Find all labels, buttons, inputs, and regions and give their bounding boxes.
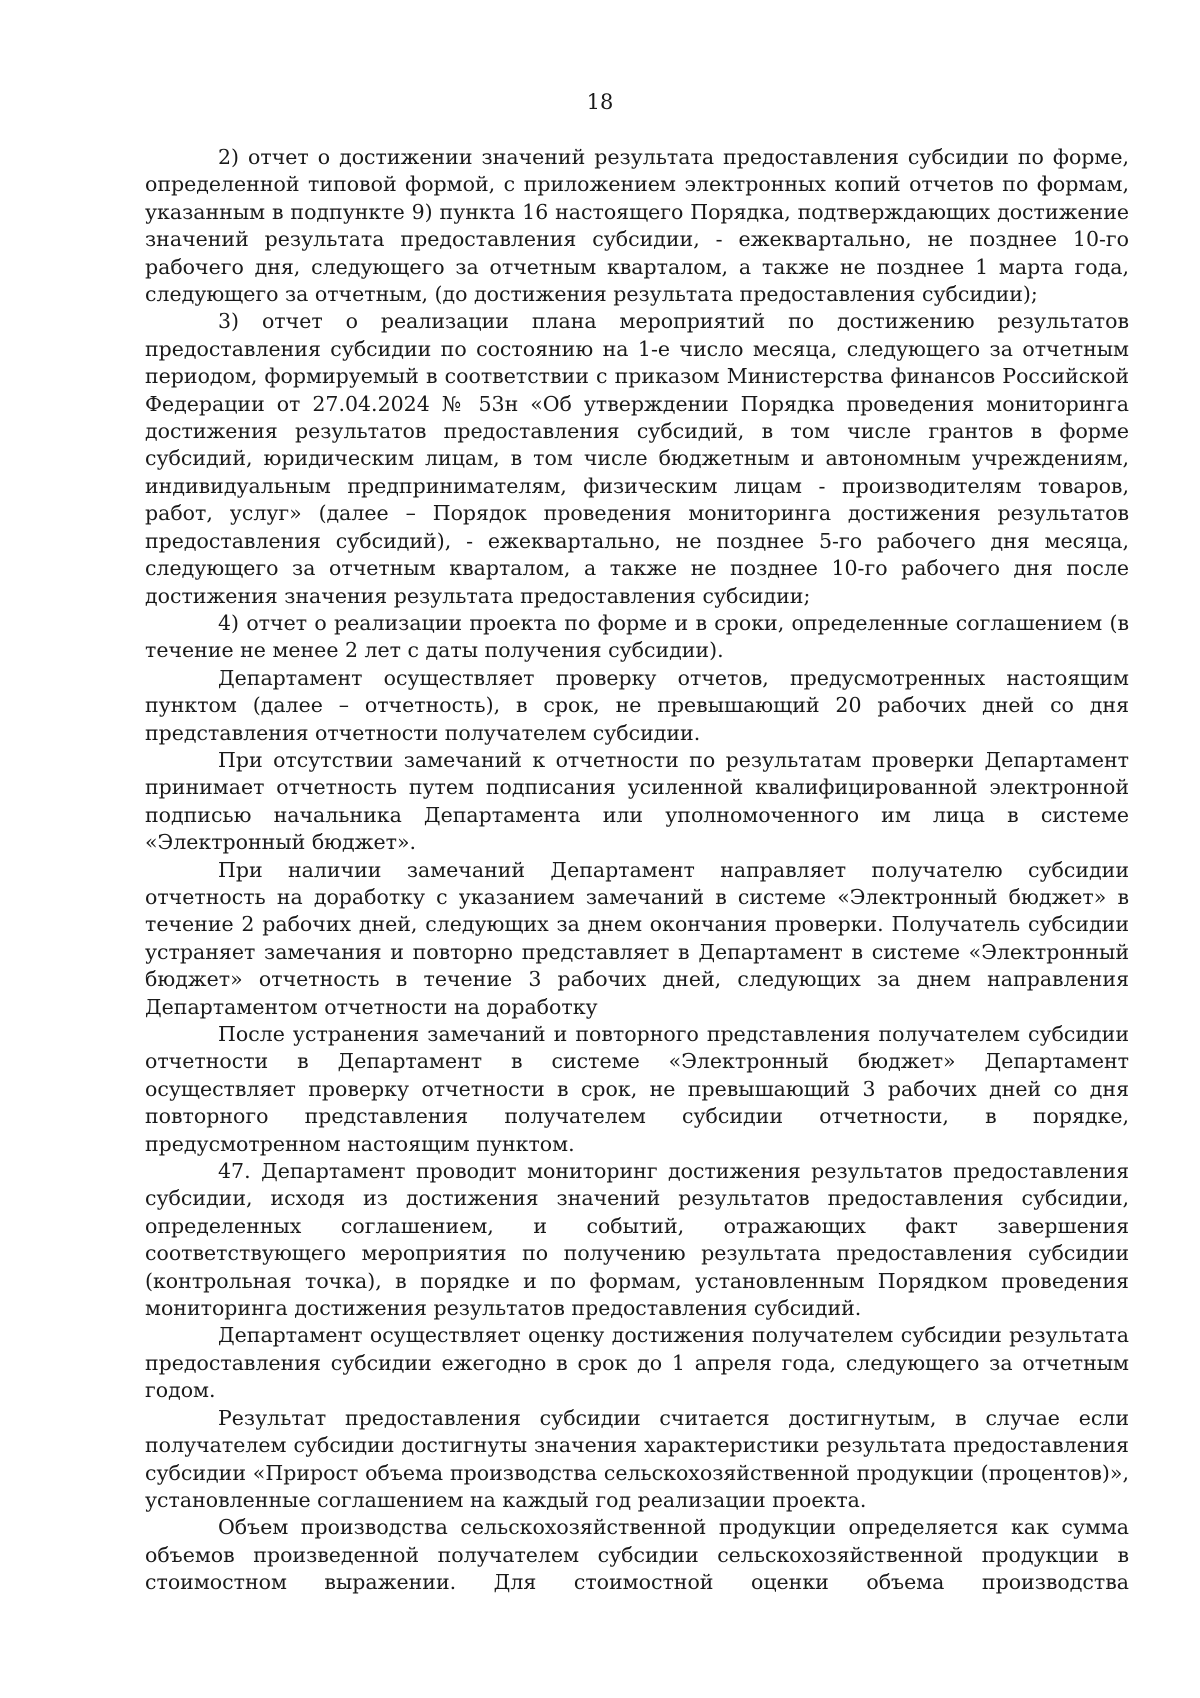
- paragraph-evaluation: Департамент осуществляет оценку достижения получателем субсидии результата предоставления субсидии ежегодно в срок до 1 апреля года, следующего за отчетным годом.: [145, 1323, 1129, 1403]
- page-number: 18: [586, 90, 614, 114]
- paragraph-no-remarks: При отсутствии замечаний к отчетности по результатам проверки Департамент принимает отчетность путем подписания усиленной квалифицированной электронной подписью начальника Департамента или уполномоченного им лица в системе «Электронный бюджет».: [145, 747, 1129, 855]
- paragraph-item-3: 3) отчет о реализации плана мероприятий по достижению результатов предоставления субсидии по состоянию на 1-е число месяца, следующего за отчетным периодом, формируемый в соответствии с приказом Министерства финансов Российской Федерации от 27.04.2024 № 53н «Об утверждении Порядка проведения мониторинга достижения результатов предоставления субсидий, в том числе грантов в форме субсидий, юридическим лицам, в том числе бюджетным и автономным учреждениям, индивидуальным предпринимателям, физическим лицам - производителям товаров, работ, услуг» (далее – Порядок проведения мониторинга достижения результатов предоставления субсидий), - ежеквартально, не позднее 5-го рабочего дня месяца, следующего за отчетным кварталом, а также не позднее 10-го рабочего дня после достижения значения результата предоставления субсидии;: [145, 309, 1129, 608]
- paragraph-result-achieved: Результат предоставления субсидии считается достигнутым, в случае если получателем субсидии достигнуты значения характеристики результата предоставления субсидии «Прирост объема производства сельскохозяйственной продукции (процентов)», установленные соглашением на каждый год реализации проекта.: [145, 1405, 1129, 1512]
- paragraph-clause-47: 47. Департамент проводит мониторинг достижения результатов предоставления субсидии, исходя из достижения значений результатов предоставления субсидии, определенных соглашением, и событий, отражающих факт завершения соответствующего мероприятия по получению результата предоставления субсидии (контрольная точка), в порядке и по формам, установленным Порядком проведения мониторинга достижения результатов предоставления субсидий.: [145, 1159, 1129, 1321]
- paragraph-report-check: Департамент осуществляет проверку отчетов, предусмотренных настоящим пунктом (далее – отчетность), в срок, не превышающий 20 рабочих дней со дня представления отчетности получателем субсидии.: [145, 665, 1129, 745]
- paragraph-item-4: 4) отчет о реализации проекта по форме и в сроки, определенные соглашением (в течение не менее 2 лет с даты получения субсидии).: [145, 610, 1129, 663]
- paragraph-item-2: 2) отчет о достижении значений результата предоставления субсидии по форме, определенной типовой формой, с приложением электронных копий отчетов по формам, указанным в подпункте 9) пункта 16 настоящего Порядка, подтверждающих достижение значений результата предоставления субсидии, - ежеквартально, не позднее 10-го рабочего дня, следующего за отчетным кварталом, а также не позднее 1 марта года, следующего за отчетным, (до достижения результата предоставления субсидии);: [145, 145, 1129, 307]
- paragraph-production-volume: Объем производства сельскохозяйственной продукции определяется как сумма объемов произведенной получателем субсидии сельскохозяйственной продукции в стоимостном выражении. Для стоимостной оценки объема производства: [145, 1515, 1129, 1595]
- paragraph-with-remarks: При наличии замечаний Департамент направляет получателю субсидии отчетность на доработку с указанием замечаний в системе «Электронный бюджет» в течение 2 рабочих дней, следующих за днем окончания проверки. Получатель субсидии устраняет замечания и повторно представляет в Департамент в системе «Электронный бюджет» отчетность в течение 3 рабочих дней, следующих за днем направления Департаментом отчетности на доработку: [145, 857, 1129, 1019]
- document-body: [145, 144, 1129, 1597]
- paragraph-after-remarks: После устранения замечаний и повторного представления получателем субсидии отчетности в Департамент в системе «Электронный бюджет» Департамент осуществляет проверку отчетности в срок, не превышающий 3 рабочих дней со дня повторного представления получателем субсидии отчетности, в порядке, предусмотренном настоящим пунктом.: [145, 1022, 1129, 1156]
